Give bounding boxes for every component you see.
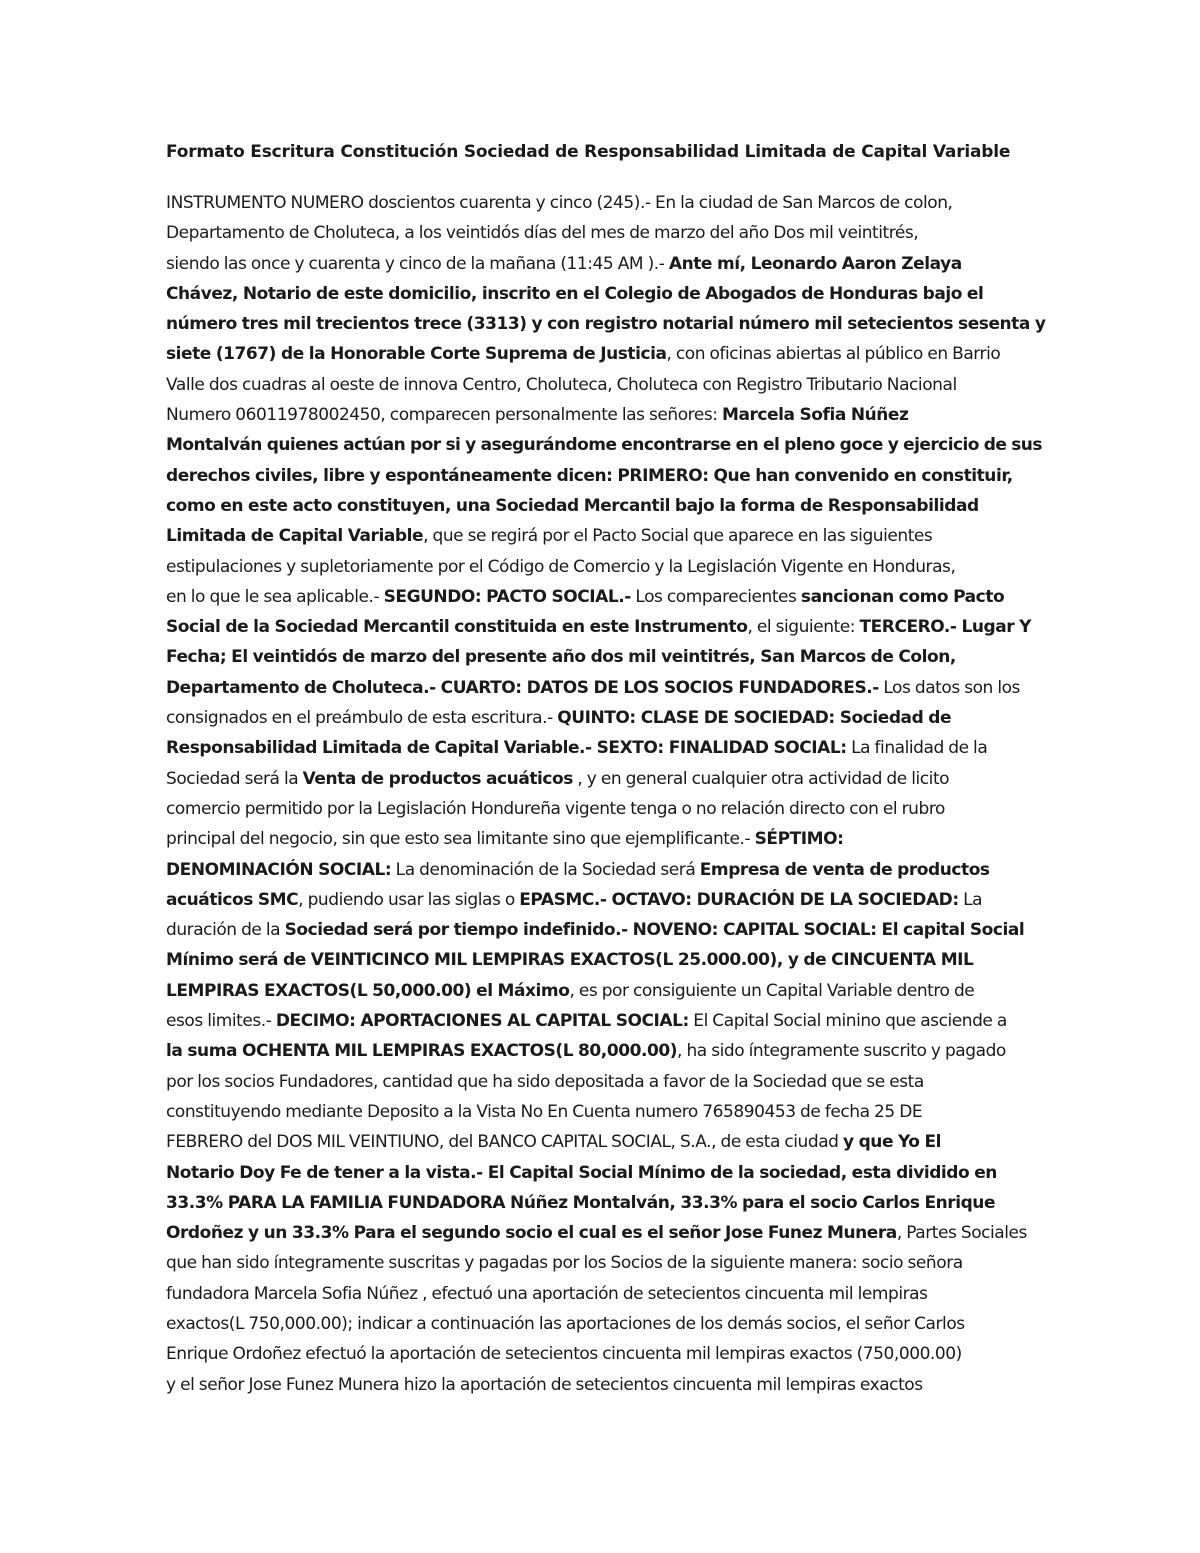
text-line [166, 1309, 1046, 1339]
bold-text-run: Montalván quienes actúan por si y asegurándome encontrarse en el pleno goce y ejercicio de sus [166, 435, 1042, 456]
text-line [166, 976, 1046, 1006]
bold-text-run: Social de la Sociedad Mercantil constituida en este Instrumento [166, 617, 748, 638]
text-run: siendo las once y cuarenta y cinco de la mañana (11:45 AM ).- [166, 253, 669, 274]
text-run: , Partes Sociales [896, 1223, 1027, 1244]
bold-text-run: Limitada de Capital Variable [166, 526, 424, 547]
text-run: duración de la [166, 920, 285, 941]
text-run: esos limites.- [166, 1011, 276, 1032]
text-line [166, 491, 1046, 521]
bold-text-run: como en este acto constituyen, una Sociedad Mercantil bajo la forma de Responsabilidad [166, 495, 979, 516]
text-line [166, 370, 1046, 400]
text-run: por los socios Fundadores, cantidad que ha sido depositada a favor de la Sociedad que se esta [166, 1071, 924, 1092]
text-line [166, 1188, 1046, 1218]
text-run: , que se regirá por el Pacto Social que aparece en las siguientes [423, 526, 933, 547]
text-run: La denominación de la Sociedad será [391, 859, 700, 880]
text-line [166, 309, 1046, 339]
bold-text-run: Notario Doy Fe de tener a la vista.- El Capital Social Mínimo de la sociedad, esta dividido en [166, 1162, 997, 1183]
text-line [166, 1097, 1046, 1127]
text-line [166, 249, 1046, 279]
text-line [166, 612, 1046, 642]
text-run: en lo que le sea aplicable.- [166, 586, 384, 607]
text-line [166, 1248, 1046, 1278]
bold-text-run: la suma OCHENTA MIL LEMPIRAS EXACTOS(L 80,000.00) [166, 1041, 678, 1062]
text-line [166, 279, 1046, 309]
text-line [166, 915, 1046, 945]
text-run: La [958, 889, 983, 910]
text-run: , pudiendo usar las siglas o [298, 889, 520, 910]
text-run: FEBRERO del DOS MIL VEINTIUNO, del BANCO CAPITAL SOCIAL, S.A., de esta ciudad [166, 1132, 843, 1153]
text-run: , con oficinas abiertas al público en Barrio [666, 344, 1001, 365]
text-run: constituyendo mediante Deposito a la Vista No En Cuenta numero 765890453 de fecha 25 DE [166, 1101, 923, 1122]
text-line [166, 824, 1046, 854]
text-line [166, 794, 1046, 824]
text-line [166, 764, 1046, 794]
bold-text-run: SÉPTIMO: [754, 829, 844, 850]
text-line [166, 1067, 1046, 1097]
text-run: consignados en el preámbulo de esta escritura.- [166, 708, 558, 729]
bold-text-run: derechos civiles, libre y espontáneamente dicen: PRIMERO: Que han convenido en constituir, [166, 465, 1013, 486]
bold-text-run: Sociedad será por tiempo indefinido.- NOVENO: CAPITAL SOCIAL: El capital Social [284, 920, 1025, 941]
text-line [166, 521, 1046, 551]
text-run: Valle dos cuadras al oeste de innova Centro, Choluteca, Choluteca con Registro Tributario Nacional [166, 374, 957, 395]
text-run: exactos(L 750,000.00); indicar a continuación las aportaciones de los demás socios, el señor Carlos [166, 1313, 965, 1334]
bold-text-run: Marcela Sofia Núñez [721, 405, 909, 426]
bold-text-run: Ordoñez y un 33.3% Para el segundo socio el cual es el señor Jose Funez Munera [166, 1223, 897, 1244]
text-line [166, 642, 1046, 672]
text-run: INSTRUMENTO NUMERO doscientos cuarenta y cinco (245).- En la ciudad de San Marcos de colon, [166, 193, 953, 213]
bold-text-run: acuáticos SMC [166, 889, 299, 910]
bold-text-run: Fecha; El veintidós de marzo del presente año dos mil veintitrés, San Marcos de Colon, [166, 647, 956, 668]
bold-text-run: LEMPIRAS EXACTOS(L 50,000.00) el Máximo [166, 980, 570, 1001]
text-run: que han sido íntegramente suscritas y pagadas por los Socios de la siguiente manera: socio señora [166, 1253, 963, 1274]
text-line [166, 885, 1046, 915]
text-run: Enrique Ordoñez efectuó la aportación de setecientos cincuenta mil lempiras exactos (750,000.00) [166, 1344, 962, 1365]
text-run: , ha sido íntegramente suscrito y pagado [677, 1041, 1006, 1062]
document-title: Formato Escritura Constitución Sociedad de Responsabilidad Limitada de Capital Variable [166, 142, 1011, 162]
text-run: , es por consiguiente un Capital Variable dentro de [569, 980, 975, 1001]
text-run: Los datos son los [878, 677, 1020, 698]
bold-text-run: QUINTO: CLASE DE SOCIEDAD: Sociedad de [557, 708, 952, 729]
bold-text-run: sancionan como Pacto [800, 586, 1005, 607]
text-line [166, 1370, 1046, 1400]
text-line [166, 945, 1046, 975]
text-line [166, 582, 1046, 612]
text-line [166, 1339, 1046, 1369]
document-body [166, 142, 1046, 1400]
bold-text-run: número tres mil trecientos trece (3313) y con registro notarial número mil setecientos sesenta y [166, 314, 1046, 335]
bold-text-run: siete (1767) de la Honorable Corte Suprema de Justicia [166, 344, 667, 365]
text-run: , el siguiente: [747, 617, 860, 638]
document-text [166, 188, 1046, 1400]
text-line [166, 218, 1046, 248]
bold-text-run: Venta de productos acuáticos [302, 768, 573, 789]
text-line [166, 400, 1046, 430]
text-run: La finalidad de la [846, 738, 988, 759]
text-run: Los comparecientes [630, 586, 801, 607]
text-line [166, 1158, 1046, 1188]
text-line [166, 1127, 1046, 1157]
bold-text-run: Ante mí, Leonardo Aaron Zelaya [668, 253, 962, 274]
text-run: y el señor Jose Funez Munera hizo la aportación de setecientos cincuenta mil lempiras exactos [166, 1374, 923, 1395]
bold-text-run: DENOMINACIÓN SOCIAL: [166, 859, 392, 880]
bold-text-run: y que Yo El [842, 1132, 942, 1153]
text-run: fundadora Marcela Sofia Núñez , efectuó una aportación de setecientos cincuenta mil lempiras [166, 1283, 928, 1304]
bold-text-run: Empresa de venta de productos [699, 859, 990, 880]
text-line [166, 1218, 1046, 1248]
bold-text-run: DECIMO: APORTACIONES AL CAPITAL SOCIAL: [275, 1011, 689, 1032]
text-run: Departamento de Choluteca, a los veintidós días del mes de marzo del año Dos mil veintitrés, [166, 223, 919, 244]
text-line [166, 1279, 1046, 1309]
text-line [166, 461, 1046, 491]
text-line [166, 673, 1046, 703]
bold-text-run: Mínimo será de VEINTICINCO MIL LEMPIRAS EXACTOS(L 25.000.00), y de CINCUENTA MIL [166, 950, 974, 971]
text-run: principal del negocio, sin que esto sea limitante sino que ejemplificante.- [166, 829, 755, 850]
text-line [166, 188, 1046, 218]
text-run: Numero 06011978002450, comparecen personalmente las señores: [166, 405, 722, 426]
bold-text-run: EPASMC.- OCTAVO: DURACIÓN DE LA SOCIEDAD: [519, 889, 959, 910]
bold-text-run: SEGUNDO: PACTO SOCIAL.- [383, 586, 631, 607]
text-line [166, 703, 1046, 733]
bold-text-run: Responsabilidad Limitada de Capital Variable.- SEXTO: FINALIDAD SOCIAL: [166, 738, 847, 759]
text-run: comercio permitido por la Legislación Hondureña vigente tenga o no relación directo con el rubro [166, 798, 945, 819]
text-line [166, 430, 1046, 460]
text-run: El Capital Social minino que asciende a [688, 1011, 1007, 1032]
text-line [166, 1006, 1046, 1036]
text-run: Sociedad será la [166, 768, 303, 789]
bold-text-run: TERCERO.- Lugar Y [859, 617, 1032, 638]
bold-text-run: Chávez, Notario de este domicilio, inscrito en el Colegio de Abogados de Honduras bajo el [166, 283, 984, 304]
bold-text-run: Departamento de Choluteca.- CUARTO: DATOS DE LOS SOCIOS FUNDADORES.- [166, 677, 879, 698]
text-run: estipulaciones y supletoriamente por el Código de Comercio y la Legislación Vigente en Honduras, [166, 556, 956, 577]
text-run: , y en general cualquier otra actividad de licito [572, 768, 950, 789]
text-line [166, 1036, 1046, 1066]
text-line [166, 855, 1046, 885]
text-line [166, 339, 1046, 369]
text-line [166, 552, 1046, 582]
text-line [166, 733, 1046, 763]
bold-text-run: 33.3% PARA LA FAMILIA FUNDADORA Núñez Montalván, 33.3% para el socio Carlos Enrique [166, 1192, 996, 1213]
